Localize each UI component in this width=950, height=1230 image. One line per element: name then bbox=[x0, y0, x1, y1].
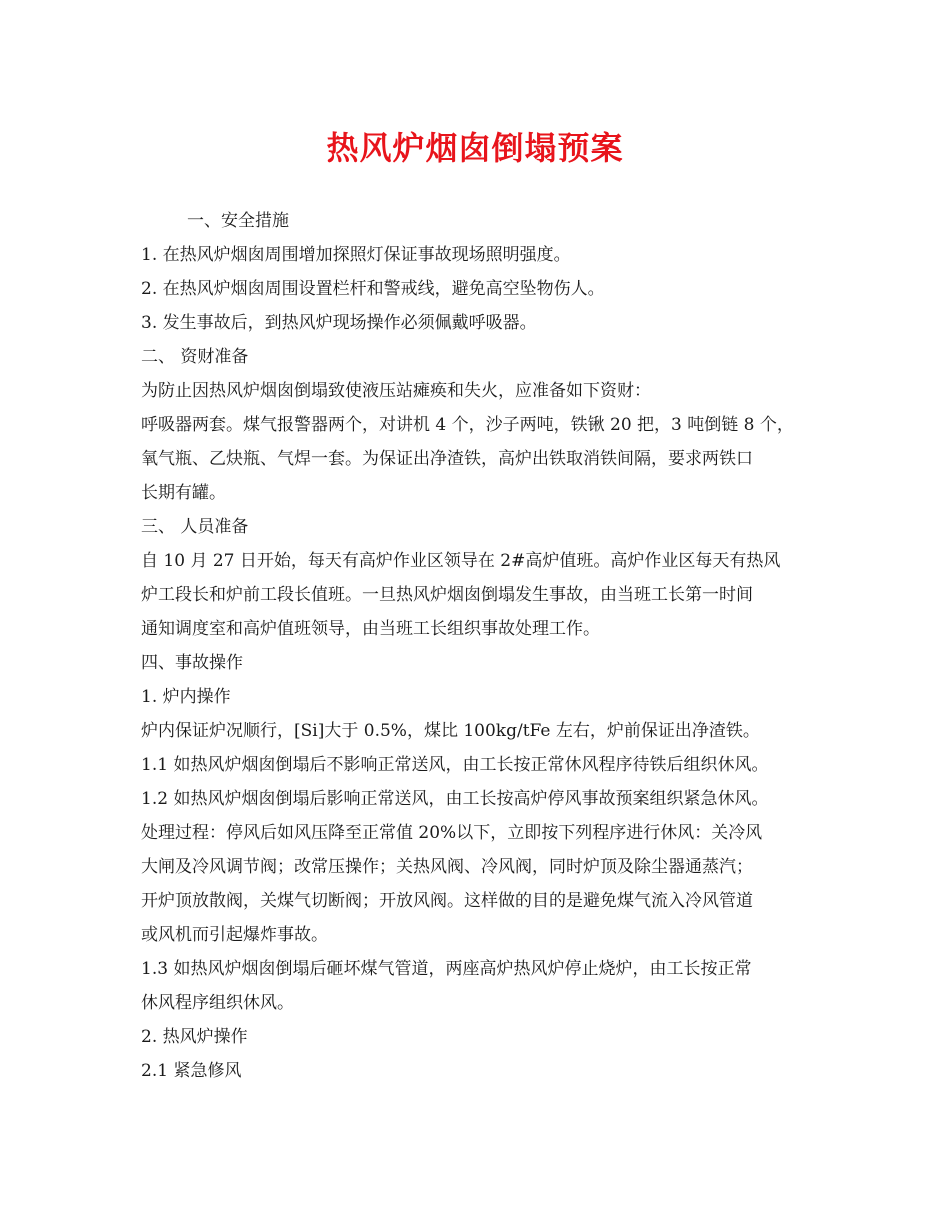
paragraph-line: 1.1 如热风炉烟囱倒塌后不影响正常送风，由工长按正常休风程序待铁后组织休风。 bbox=[141, 755, 769, 775]
subsection-heading: 2.1 紧急修风 bbox=[141, 1061, 242, 1081]
document-body bbox=[141, 204, 831, 1088]
paragraph-line: 或风机而引起爆炸事故。 bbox=[141, 925, 328, 945]
paragraph-line: 大闸及冷风调节阀；改常压操作；关热风阀、冷风阀，同时炉顶及除尘器通蒸汽； bbox=[141, 857, 753, 877]
paragraph-line: 炉工段长和炉前工段长值班。一旦热风炉烟囱倒塌发生事故，由当班工长第一时间 bbox=[141, 585, 753, 605]
paragraph-line: 休风程序组织休风。 bbox=[141, 993, 294, 1013]
section-heading: 三、 人员准备 bbox=[141, 517, 249, 537]
subsection-heading: 2. 热风炉操作 bbox=[141, 1027, 248, 1047]
list-item: 1. 在热风炉烟囱周围增加探照灯保证事故现场照明强度。 bbox=[141, 245, 571, 265]
paragraph-line: 呼吸器两套。煤气报警器两个，对讲机 4 个，沙子两吨，铁锹 20 把，3 吨倒链 8 个， bbox=[141, 415, 794, 435]
paragraph-line: 通知调度室和高炉值班领导，由当班工长组织事故处理工作。 bbox=[141, 619, 600, 639]
paragraph-line: 1.3 如热风炉烟囱倒塌后砸坏煤气管道，两座高炉热风炉停止烧炉，由工长按正常 bbox=[141, 959, 752, 979]
list-item: 2. 在热风炉烟囱周围设置栏杆和警戒线，避免高空坠物伤人。 bbox=[141, 279, 605, 299]
section-heading: 一、安全措施 bbox=[187, 211, 289, 231]
paragraph-line: 氧气瓶、乙炔瓶、气焊一套。为保证出净渣铁，高炉出铁取消铁间隔，要求两铁口 bbox=[141, 449, 753, 469]
paragraph-line: 长期有罐。 bbox=[141, 483, 226, 503]
paragraph-line: 1.2 如热风炉烟囱倒塌后影响正常送风，由工长按高炉停风事故预案组织紧急休风。 bbox=[141, 789, 769, 809]
document-title: 热风炉烟囱倒塌预案 bbox=[326, 129, 624, 167]
paragraph-line: 自 10 月 27 日开始，每天有高炉作业区领导在 2#高炉值班。高炉作业区每天有热风 bbox=[141, 551, 781, 571]
paragraph-line: 炉内保证炉况顺行，[Si]大于 0.5%，煤比 100kg/tFe 左右，炉前保证出净渣铁。 bbox=[141, 721, 760, 741]
paragraph-line: 处理过程：停风后如风压降至正常值 20%以下，立即按下列程序进行休风：关冷风 bbox=[141, 823, 763, 843]
list-item: 3. 发生事故后，到热风炉现场操作必须佩戴呼吸器。 bbox=[141, 313, 537, 333]
paragraph-line: 为防止因热风炉烟囱倒塌致使液压站瘫痪和失火，应准备如下资财： bbox=[141, 381, 651, 401]
section-heading: 四、事故操作 bbox=[141, 653, 243, 673]
section-heading: 二、 资财准备 bbox=[141, 347, 249, 367]
subsection-heading: 1. 炉内操作 bbox=[141, 687, 231, 707]
paragraph-line: 开炉顶放散阀，关煤气切断阀；开放风阀。这样做的目的是避免煤气流入冷风管道 bbox=[141, 891, 753, 911]
